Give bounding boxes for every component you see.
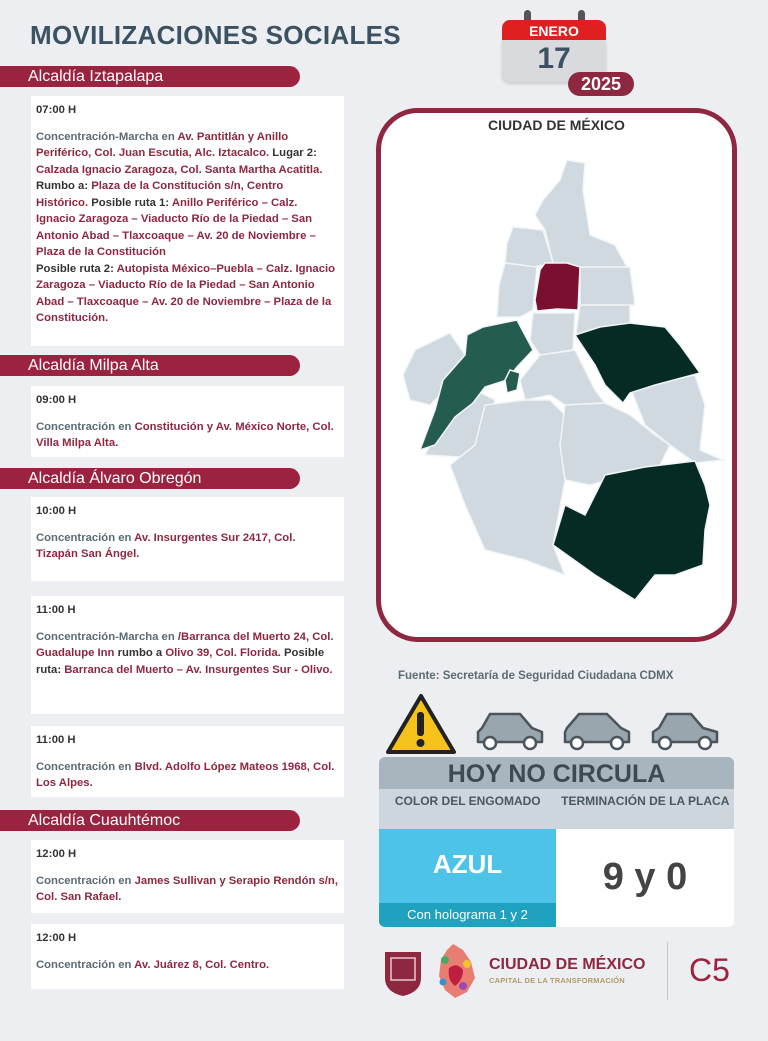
event-card <box>31 840 344 913</box>
event-text-segment: Calzada Ignacio Zaragoza, Col. Santa Martha Acatitla. <box>36 163 323 176</box>
car-icon <box>565 714 629 749</box>
calendar-day: 17 <box>502 40 606 82</box>
event-text-segment: en <box>158 630 178 643</box>
event-time: 12:00 H <box>36 932 77 944</box>
cdmx-map <box>381 113 732 637</box>
source-note: Fuente: Secretaría de Seguridad Ciudadana CDMX <box>398 670 674 682</box>
event-text-segment: Av. Insurgentes Sur 2417, Col. Tizapán San Ángel. <box>36 531 296 560</box>
hoy-no-circula-panel <box>379 757 734 927</box>
logos-icon <box>383 940 483 1000</box>
car-icon <box>478 714 542 749</box>
c5-logo: C5 <box>689 952 730 988</box>
event-text-segment: en <box>115 958 135 971</box>
event-description <box>36 530 338 563</box>
event-text-segment: Concentración <box>36 531 116 544</box>
event-text-segment: Posible ruta: <box>36 647 325 676</box>
event-text-segment: Concentración <box>36 874 116 887</box>
event-text-segment: rumbo a <box>114 647 166 659</box>
hoy-no-circula-title: HOY NO CIRCULA <box>379 757 734 789</box>
map-panel <box>376 108 737 642</box>
event-text-segment: Concentración <box>36 420 116 433</box>
event-description <box>36 129 338 327</box>
event-text-segment: en <box>115 531 135 544</box>
event-text-segment: en <box>115 760 135 773</box>
event-card <box>31 596 344 714</box>
map-title: CIUDAD DE MÉXICO <box>488 117 625 133</box>
section-header-alvaro-obregon: Alcaldía Álvaro Obregón <box>0 468 300 489</box>
event-card <box>31 386 344 457</box>
event-text-segment: Av. Pantitlán y Anillo Periférico, Col. Juan Escutia, Alc. Iztacalco. <box>36 130 289 159</box>
event-time: 11:00 H <box>36 734 76 746</box>
map-region-miguel-hidalgo <box>497 263 537 317</box>
page-title: MOVILIZACIONES SOCIALES <box>30 20 401 50</box>
event-time: 12:00 H <box>36 848 77 860</box>
event-text-segment: /Barranca del Muerto 24, Col. Guadalupe Inn <box>36 630 334 659</box>
event-text-segment: Concentración-Marcha <box>36 630 159 643</box>
event-text-segment: Concentración <box>36 760 116 773</box>
event-text-segment: Plaza de la Constitución s/n, Centro Histórico. <box>36 180 284 209</box>
event-description <box>36 629 338 679</box>
icons-row <box>386 694 726 756</box>
car-icon <box>653 714 717 749</box>
event-card <box>31 497 344 581</box>
event-text-segment: Anillo Periférico – Calz. Ignacio Zaragoza – Viaducto Río de la Piedad – San Antonio Abad – Tlaxcoaque – Av. 20 de Noviembre – Plaza de la Constitución <box>36 196 316 258</box>
plate-ending-header: TERMINACIÓN DE LA PLACA <box>561 794 730 808</box>
event-text-segment: Autopista México–Puebla – Calz. Ignacio Zaragoza – Viaducto Río de la Piedad – San Antonio Abad – Tlaxcoaque – Av. 20 de Noviembre – Plaza de la Constitución. <box>36 262 336 324</box>
brand-name: CIUDAD DE MÉXICO <box>489 956 646 973</box>
event-description <box>36 957 338 974</box>
event-text-segment: Concentración-Marcha <box>36 130 159 143</box>
event-text-segment: Posible ruta 1: <box>88 196 172 209</box>
event-description <box>36 419 338 452</box>
event-description <box>36 759 338 792</box>
event-text-segment: Rumbo a: <box>36 180 92 192</box>
event-time: 10:00 H <box>36 505 77 517</box>
event-time: 09:00 H <box>36 394 77 406</box>
event-text-segment: en <box>158 130 178 143</box>
calendar-month: ENERO <box>502 20 606 40</box>
event-card <box>31 96 344 346</box>
brand-tagline: CAPITAL DE LA TRANSFORMACIÓN <box>489 976 625 985</box>
event-text-segment: Barranca del Muerto – Av. Insurgentes Sur - Olivo. <box>64 663 333 676</box>
map-region-cuauhtemoc <box>535 263 580 311</box>
event-text-segment: en <box>115 874 135 887</box>
event-text-segment: Concentración <box>36 958 116 971</box>
footer-logos <box>383 940 743 1000</box>
sticker-color-cell <box>379 829 556 927</box>
event-text-segment: James Sullivan y Serapio Rendón s/n, Col. San Rafael. <box>36 874 338 903</box>
section-header-iztapalapa: Alcaldía Iztapalapa <box>0 66 300 87</box>
event-text-segment: Lugar 2: <box>269 147 317 159</box>
event-description <box>36 873 338 906</box>
hologram-note: Con holograma 1 y 2 <box>379 903 556 927</box>
event-card <box>31 924 344 989</box>
calendar-badge <box>502 10 622 94</box>
plate-ending-value: 9 y 0 <box>556 829 734 927</box>
event-text-segment: Blvd. Adolfo López Mateos 1968, Col. Los Alpes. <box>36 760 335 789</box>
warning-icon <box>388 696 454 752</box>
event-text-segment: Constitución y Av. México Norte, Col. Villa Milpa Alta. <box>36 420 334 449</box>
calendar-year: 2025 <box>568 72 634 96</box>
event-time: 11:00 H <box>36 604 76 616</box>
event-text-segment: Av. Juárez 8, Col. Centro. <box>134 958 270 971</box>
event-time: 07:00 H <box>36 104 77 116</box>
map-region-venustiano-carranza <box>580 267 635 307</box>
map-region-benito-juarez <box>530 313 575 355</box>
section-header-milpa-alta: Alcaldía Milpa Alta <box>0 355 300 376</box>
event-text-segment: Olivo 39, Col. Florida. <box>165 647 281 659</box>
event-card <box>31 726 344 797</box>
sticker-color-header: COLOR DEL ENGOMADO <box>394 794 541 808</box>
footer-divider <box>667 942 668 1000</box>
section-header-cuauhtemoc: Alcaldía Cuauhtémoc <box>0 810 300 831</box>
sticker-color-value: AZUL <box>432 849 503 879</box>
event-text-segment: Posible ruta 2: <box>36 262 117 275</box>
event-text-segment: en <box>115 420 135 433</box>
